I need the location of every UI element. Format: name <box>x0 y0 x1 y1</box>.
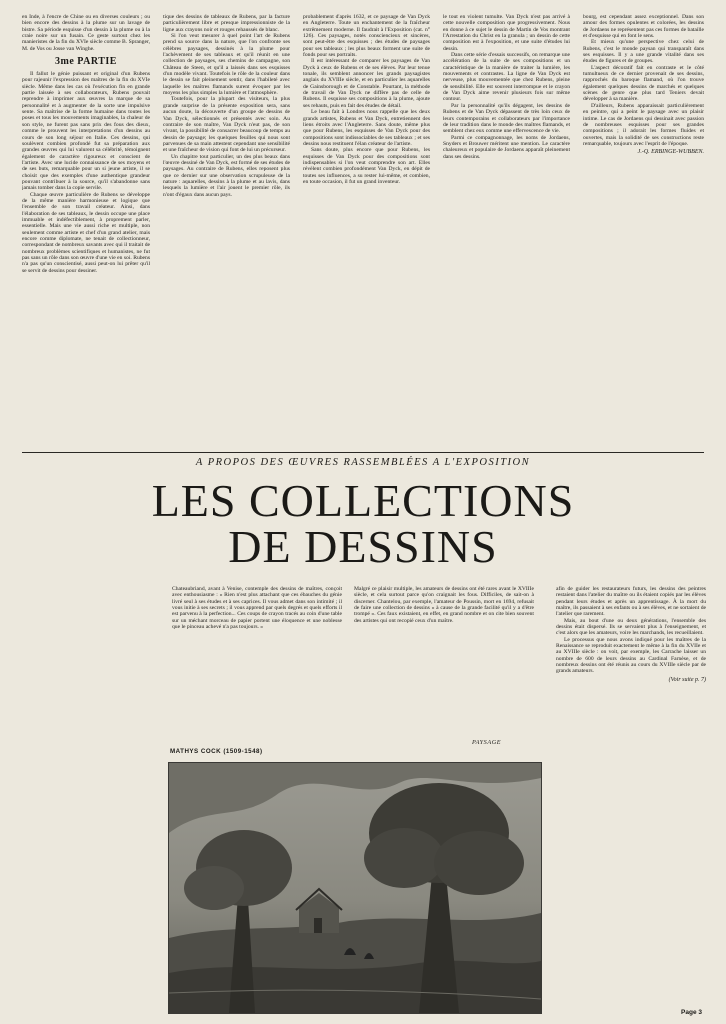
article-column-3 <box>303 14 430 448</box>
column-paragraph: Le processus que nous avons indiqué pour les maîtres de la Renaissance se reproduit exactement le même à la fin du XVIIe et au XVIIIe siècle : on voit, par exemple, les Carrache laisser un nombre de 600 de leurs dessins au Cardinal Farnèse, et de nombreux dessins ont été réunis au cours du XVIIIe siècle par de grands amateurs. <box>556 636 706 675</box>
section-divider <box>22 452 704 453</box>
article-column-6 <box>172 586 342 736</box>
illustration-caption-artist: MATHYS COCK (1509-1548) <box>170 748 263 755</box>
author-signature: J.-Q. ERBINGE-WUBBEN. <box>637 149 704 156</box>
article-column-8 <box>556 586 706 1004</box>
column-paragraph: Mais, au bout d'une ou deux générations, l'ensemble des dessins était dispersé. Ils se servaient plus à l'enseignement, et c'est alors que les amateurs, voire les marchands, les recueillaient. <box>556 617 706 637</box>
column-paragraph: bourg, est cependant assez exceptionnel. Dans son amour des formes opulentes et colorées, les dessins de Jordaens ne représentent pas ces formes de bataille et d'esquisse qui en font le sens. <box>583 14 704 40</box>
article-column-1 <box>22 14 150 448</box>
column-paragraph: Toutefois, pour la plupart des visiteurs, la plus grande surprise de la présente exposition sera, sans aucun doute, la découverte d'un groupe de dessins de Van Dyck, sélectionnés et présentés avec soin. Au contraire de son maître, Van Dyck n'eut pas, de son vivant, la possibilité de consacrer beaucoup de temps au dessin de paysage; les quelques feuilles qui nous sont parvenues de sa main attestent cependant une sensibilité et une fraîcheur de vision qui font de lui un précurseur. <box>163 96 290 154</box>
headline-line-1: LES COLLECTIONS <box>151 475 575 526</box>
part-heading: 3me PARTIE <box>55 56 117 68</box>
column-paragraph: probablement d'après 1632, et ce paysage de Van Dyck en Angleterre. Toute un enchantement de la fraîcheur extrêmement moderne. Il faudrait à l'Exposition (cat. n° 126). Ces paysages, notés consciencieux et sincères, sont peut-être des esquisses ; des études de paysages pour ses tableaux ; les plus beaux forment une suite de fonds pour ses portraits. <box>303 14 430 59</box>
column-paragraph: D'ailleurs, Rubens apparaissait particulièrement en peintre, qui a peint le paysage avec un plaisir intime. Le cas de Jordaens qui dessinait avec passion de nombreuses esquisses pour ses grandes compositions ; il adorait les formes fluides et ouvertes, mais la solidité de ses constructions reste remarquable, toujours avec l'esprit de l'époque. <box>583 102 704 147</box>
headline-line-2: DE DESSINS <box>228 521 498 572</box>
column-paragraph: afin de guider les restaurateurs futurs, les dessins des peintres restaient dans l'atelier du maître ou ils étaient copiés par les élèves pendant leurs études et après un apprentissage. À la mort du maître, ils passaient à ses enfants ou à ses élèves, et ne sortaient de l'atelier que rarement. <box>556 586 706 618</box>
continued-note: (Voir suite p. 7) <box>668 676 706 683</box>
column-paragraph: le tout en violent tumulte. Van Dyck n'est pas arrivé à cette nouvelle composition que progressivement. Nous en donne à ce sujet le dessin de Martin de Vos montrant l'Arrestation du Christ en la granula ; un dessin de cette composition est à l'exposition, et une suite d'études lui dessin. <box>443 14 570 52</box>
article-column-7 <box>354 586 534 736</box>
column-paragraph: Si l'on veut mesurer à quel point l'art de Rubens prend sa source dans la nature, que l'on confronte ses célèbres paysages, dessinés à la plume pour l'achèvement de ses tableaux et qu'il réunit en une collection de paysages, ses chemins de campagne, son Château de Steen, et qu'il a laissés dans ses esquisses d'un modèle vivant. Toutefois le rôle de la couleur dans le dessin se fait pleinement sentir, dans l'habileté avec laquelle les maîtres flamands surent évoquer par les moyens les plus simples la lumière et l'atmosphère. <box>163 33 290 97</box>
column-paragraph: Il est intéressant de comparer les paysages de Van Dyck à ceux de Rubens et de ses élèves. Par leur tenue tonale, ils semblent annoncer les grands paysagistes anglais du XVIIIe siècle, et en particulier les aquarelles de Gainsborough et de Constable. Pourtant, la méthode de travail de Van Dyck ne diffère pas de celle de Rubens. Il esquisse ses compositions à la plume, ajoute ses rehauts, puis en fait des études de détail. <box>303 58 430 109</box>
column-paragraph: Dans cette série d'essais successifs, on remarque une accélération de la suite de ses compositions et un caractéristique de la manière de traiter la lumière, les mouvements et contrastes. La ligne de Van Dyck est nerveuse, plus mouvementée que chez Rubens, pleine de sensibilité. Elle est souvent interrompue et le crayon de Van Dyck aime revenir plusieurs fois sur même contour. <box>443 52 570 103</box>
landscape-drawing-image <box>168 762 542 1014</box>
article-column-5 <box>583 14 704 448</box>
column-paragraph: Parmi ce compagnonnage, les noms de Jordaens, Snyders et Brouwer méritent une mention. Le caractère chaleureux et populaire de Jordaens apparaît pleinement dans ses dessins. <box>443 134 570 160</box>
column-paragraph: L'aspect décoratif fait en contraste et le côté tumultueux de ce dernier provenait de ses dessins, rapprochés du baroque flamand, où l'on trouve également quelques dessins de marchés et quelques scènes de genre que plus tard Teniers devait développer à sa manière. <box>583 64 704 103</box>
column-paragraph: Par la personnalité qu'ils dégagent, les dessins de Rubens et de Van Dyck dépassent de très loin ceux de leurs contemporains et collaborateurs par l'importance de leur tradition dans le monde des maîtres flamands, et semblent chez eux comme une effervescence de vie. <box>443 102 570 135</box>
landscape-drawing <box>169 763 541 1013</box>
headline-kicker: A PROPOS DES ŒUVRES RASSEMBLÉES A L'EXPOSITION <box>195 457 531 468</box>
column-paragraph: Malgré ce plaisir multiple, les amateurs de dessins ont été rares avant le XVIIIe siècle, et cela surtout parce qu'on craignait les fous. Difficiles, de sait-on à discerner. Chantelou, par exemple, l'amateur de Poussin, mort en 1694, refusait de faire une collection de dessins « à cause de la grande facilité qu'il y a d'être trompé ». Ces faux existaient, en effet, en grand nombre et on cite bien souvent des artistes qui ont recopié ceux d'un maître. <box>354 586 534 624</box>
column-paragraph: tique des dessins de tableaux de Rubens, par la facture particulièrement libre et presque impressionniste de la ligne aux crayons noir et rouges rehaussés de blanc. <box>163 14 290 33</box>
column-paragraph: Le beau fait à Londres nous rappelle que les deux grands artistes, Rubens et Van Dyck, entretiennent des liens étroits avec l'Angleterre. Sans doute, même plus que pour Rubens, les esquisses de Van Dyck pour des compositions sont indissociables de ses tableaux ; et ses dessins nous restituent l'élan créateur de l'artiste. <box>303 109 430 147</box>
article-column-2 <box>163 14 290 448</box>
column-paragraph: Chaque œuvre particulière de Rubens se développe de la même manière harmonieuse et logique que l'ensemble de son travail créateur. Ainsi, dans l'élaboration de ses tableaux, le dessin occupe une place immuable et indéfectiblement, à proprement parler, essentielle. Mais une vie aussi riche et multiple, non seulement comme artiste et chef d'un grand atelier, mais encore comme diplomate, ne tenait de collectionneur, correspondant de nombreux savants avec qui il traitait de nombreux problèmes scientifiques et humanistes, ne fut pas sans un rôle dans son œuvre d'une vie en soi. Rubens n'a pas qu'un conscientisé, aussi peut-on lui prêter qu'il se servit de dessins pour dessiner. <box>22 191 150 274</box>
column-paragraph: Sans doute, plus encore que pour Rubens, les esquisses de Van Dyck pour des compositions sont indispensables si l'on veut comprendre son art. Elles révèlent combien profondément Van Dyck, en dépit de toutes ses influences, a su rester lui-même, et combien, en toute occasion, il fut un grand inventeur. <box>303 147 430 185</box>
article-column-4 <box>443 14 570 448</box>
column-paragraph: Et mieux qu'une perspective chez celui de Rubens, c'est le monde paysan qui transparaît dans ses esquisses. Il y a une grande vitalité dans ses études de figures et de groupes. <box>583 39 704 65</box>
column-paragraph: Il fallut le génie puissant et original d'un Rubens pour rajeunir l'expression des maîtres de la fin du XVIe siècle. Même dans les cas où l'exécution fin en grande partie laissée à ses collaborateurs, Rubens pouvait reprendre à imprimer aux œuvres la marque de sa personnalité et à augmenter de la sorte une impulsive sente. Sa maîtrise de la forme humaine dans toutes les poses et tous les mouvements imaginables, la chaleur de son style, ne furent pas sans prix des fous des dieux, comme le prouvent les interpretations d'un dessins au cours de son long séjour en Italie. Ces dessins, qui soulèvent combien profondé fut sa préparation aux grandes œuvres qui lui valurent sa célébrité, témoignent également de caractère rigoureux et conscient de l'artiste. Avec une lucide connaissance de ses moyens et de ses buts, remarquable pour un si jeune artiste, il se choisit que des exemples d'une authentique grandeur pouvant contribuer à la source, qu'il s'abandonne sans jamais tomber dans la copie servile. <box>22 71 150 192</box>
column-paragraph: Un chapitre tout particulier, un des plus beaux dans l'œuvre dessiné de Van Dyck, est formé de ses études de paysages. Au contraire de Rubens, elles reposent plus que ce dernier sur une observation scrupuleuse de la nature : aquarelles, dessins à la plume et au lavis, dans lesquels la lumière et l'air jouent le premier rôle, ils n'ont d'égaux dans aucun pays. <box>163 153 290 198</box>
column-paragraph: Chateaubriand, avant à Venise, contemple des dessins de maîtres, conçoit avec enthousiasme : « Rien n'est plus attachant que ces ébauches du génie livré seul à ses études et à ses caprices. Il vous admet dans son intimité ; il vous initie à ses secrets ; il vous apprend par quels degrés et quels efforts il est parvenu à la perfection... Ces coups de crayon tracés au coin d'une table sur un méchant morceau de papier portent une éloquence et une noblesse que le pinceau achevé n'a pas toujours. » <box>172 586 342 631</box>
illustration-caption-title: PAYSAGE <box>472 739 502 746</box>
page-number: Page 3 <box>681 1009 702 1016</box>
column-paragraph: en Inde, à l'encre de Chine ou en diverses couleurs ; ou bien encore des dessins à la plume sur un lavage de bistre. Sa période esquisse d'un dessin à la plume ou à la craie noire sur un fusain. Ce geste surtout chez les manieristes de la fin du XVIe siècle comme B. Spranger, M. de Vos ou Josse van Winghe. <box>22 14 150 52</box>
